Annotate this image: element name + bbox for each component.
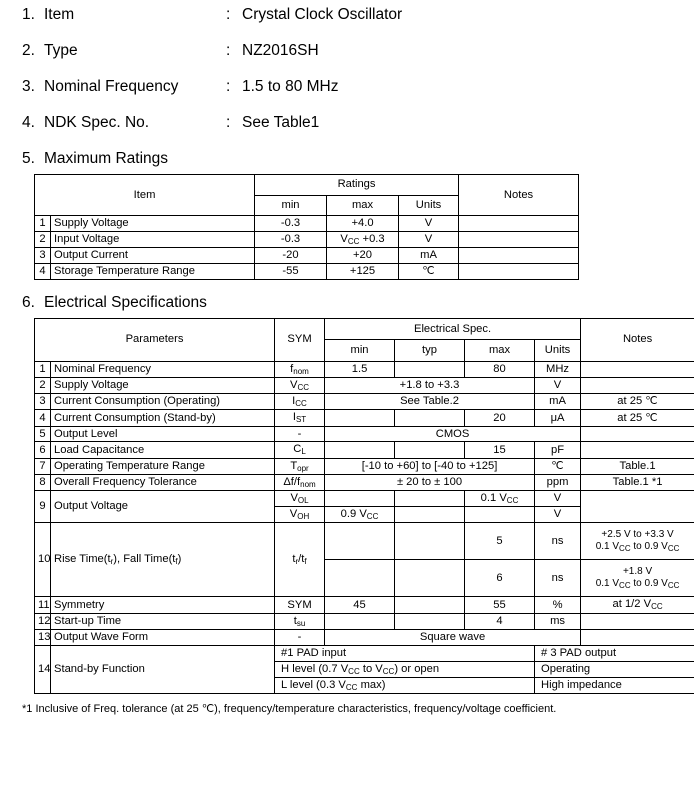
row-notes [581,629,694,645]
col-header-electrical-spec: Electrical Spec. [325,318,581,340]
header-item-value: 1.5 to 80 MHz [242,78,339,95]
row-sym [275,523,325,597]
row-parameter: Load Capacitance [51,442,275,458]
header-item-colon: : [226,42,231,59]
row-min: 45 [325,597,395,613]
standby-left-tail: ) or open [394,662,440,675]
row-units: V [535,507,581,523]
header-item-label: Type [44,42,78,59]
header-item-4 [10,114,684,132]
row-notes [581,442,694,458]
col-header-min: min [255,195,327,216]
table-row [35,613,694,629]
table-header-row [35,175,579,196]
row-min [325,491,395,507]
row-min [325,560,395,597]
row-item: Supply Voltage [51,216,255,232]
row-sym-text: T [290,459,298,472]
row-item: Output Current [51,248,255,264]
row-sym-text: V [289,508,298,521]
row-parameter-mid: ), Fall Time(t [113,553,176,566]
row-notes [581,597,694,613]
row-typ [395,597,465,613]
row-sym [275,361,325,377]
row-sym-mid: /t [298,553,305,566]
row-units: ns [535,560,581,597]
standby-left-cell: #1 PAD input [275,645,535,661]
standby-left-cell [275,661,535,677]
row-min [325,442,395,458]
row-notes-line2 [584,578,691,591]
footnote: *1 Inclusive of Freq. tolerance (at 25 ℃), frequency/temperature characteristics, frequency/voltage coefficient. [22,702,557,715]
row-notes-line2 [584,541,691,554]
row-sym [275,474,325,490]
row-notes [581,361,694,377]
col-header-notes: Notes [459,175,579,216]
row-max-text: V [340,232,348,245]
maximum-ratings-table [34,174,579,280]
row-parameter: Operating Temperature Range [51,458,275,474]
row-max-subscript: CC [347,236,360,246]
standby-left-text: H level (0.7 V [281,662,349,675]
row-units: ns [535,523,581,560]
row-min-text: 0.9 V [340,508,367,521]
row-sym [275,442,325,458]
row-max [465,507,535,523]
row-min: -0.3 [255,231,327,247]
table-row [35,458,694,474]
row-sym-subscript: opr [297,463,309,473]
table-row [35,378,694,394]
row-notes-subscript: CC [651,602,663,612]
row-sym [275,613,325,629]
row-min [325,523,395,560]
row-notes-line1: +2.5 V to +3.3 V [601,528,674,540]
row-units: V [399,231,459,247]
row-notes [581,523,694,560]
row-typ [395,507,465,523]
header-item-colon: : [226,6,231,23]
standby-left-sub2: CC [382,666,395,676]
col-header-units: Units [535,340,581,362]
row-sym: SYM [275,597,325,613]
row-parameter: Current Consumption (Operating) [51,394,275,410]
row-sym-text: V [290,492,298,504]
standby-left-mid: to V [359,662,383,675]
row-sym-subscript: nom [300,479,316,489]
header-item-value: NZ2016SH [242,42,319,59]
row-typ [395,560,465,597]
row-units: V [399,216,459,232]
row-sym-text: f [290,362,294,375]
row-notes-line2-tail: to 0.9 V [630,541,668,553]
row-index: 4 [35,263,51,279]
table-header-row [35,318,694,340]
row-notes-line2-text: 0.1 V [595,578,620,590]
row-sym-subscript: ST [295,415,307,425]
row-item: Storage Temperature Range [51,263,255,279]
row-index: 1 [35,361,51,377]
row-max: 80 [465,361,535,377]
row-spec-span: See Table.2 [325,394,535,410]
table-row [35,231,579,247]
table-row [35,645,694,661]
row-units: ℃ [535,458,581,474]
row-units: ms [535,613,581,629]
row-max-subscript: CC [506,496,519,505]
row-sym-sub1: r [295,557,299,567]
header-item-2 [10,42,684,60]
row-parameter: Current Consumption (Stand-by) [51,410,275,426]
row-sym [275,410,325,426]
header-item-number: 2. [22,42,35,59]
row-units: V [535,378,581,394]
col-header-max: max [327,195,399,216]
section-title-max-ratings [10,150,684,168]
row-notes-sub2: CC [667,544,680,554]
row-parameter: Output Level [51,426,275,442]
row-sym [275,507,325,523]
header-item-value: See Table1 [242,114,320,131]
row-parameter [51,523,275,597]
row-notes [459,263,579,279]
row-notes-text: at 1/2 V [612,598,652,611]
col-header-item: Item [35,175,255,216]
standby-right-cell: High impedance [535,677,694,693]
header-item-number: 4. [22,114,35,131]
table-row [35,629,694,645]
row-sym [275,491,325,507]
row-units: μA [535,410,581,426]
header-item-3 [10,78,684,96]
row-index: 12 [35,613,51,629]
row-units: pF [535,442,581,458]
header-item-number: 3. [22,78,35,95]
row-index: 4 [35,410,51,426]
section-number: 5. [22,150,35,167]
row-notes [581,613,694,629]
row-typ [395,410,465,426]
row-index: 13 [35,629,51,645]
row-notes-line2-text: 0.1 V [595,541,620,553]
row-max: 55 [465,597,535,613]
row-index: 6 [35,442,51,458]
row-typ [395,613,465,629]
row-parameter: Supply Voltage [51,378,275,394]
row-parameter: Overall Frequency Tolerance [51,474,275,490]
col-header-units: Units [399,195,459,216]
row-typ [395,442,465,458]
row-spec-span: [-10 to +60] to [-40 to +125] [325,458,535,474]
row-max: +20 [327,248,399,264]
row-index: 8 [35,474,51,490]
table-row [35,426,694,442]
row-sym [275,458,325,474]
standby-left-sub1: CC [345,682,358,692]
section-number: 6. [22,293,35,311]
table-row [35,523,694,560]
row-min [325,410,395,426]
row-notes-line1: +1.8 V [622,565,653,577]
row-index: 9 [35,491,51,523]
row-max: +4.0 [327,216,399,232]
row-index: 14 [35,645,51,693]
row-min: -20 [255,248,327,264]
row-index: 2 [35,231,51,247]
row-parameter-sub1: r [110,557,114,567]
section-title-electrical-specifications [10,294,684,312]
row-typ [395,361,465,377]
row-index: 7 [35,458,51,474]
row-sym-subscript: CC [297,383,310,392]
row-max: 6 [465,560,535,597]
standby-left-text: L level (0.3 V [281,678,346,691]
table-row [35,216,579,232]
row-notes-sub1: CC [619,544,631,554]
electrical-specifications-table [34,318,694,694]
row-sym [275,394,325,410]
standby-right-cell: # 3 PAD output [535,645,694,661]
standby-left-sub1: CC [348,666,360,676]
row-sym-text: I [292,411,296,424]
row-units: % [535,597,581,613]
col-header-sym: SYM [275,318,325,361]
row-item: Input Voltage [51,231,255,247]
standby-left-tail: max) [357,678,386,691]
row-notes: at 25 ℃ [581,394,694,410]
row-spec-span: CMOS [325,426,581,442]
row-notes: Table.1 *1 [581,474,694,490]
row-notes-sub1: CC [619,581,631,591]
row-notes-sub2: CC [667,581,680,591]
row-sym-sub2: f [304,557,307,567]
header-item-label: Item [44,6,75,23]
row-spec-span: +1.8 to +3.3 [325,378,535,394]
row-sym-text: V [290,379,298,391]
row-min [325,507,395,523]
row-sym [275,378,325,394]
row-index: 1 [35,216,51,232]
row-min: -55 [255,263,327,279]
col-header-parameters: Parameters [35,318,275,361]
row-max: 5 [465,523,535,560]
table-row [35,491,694,507]
header-item-1 [10,6,684,24]
header-item-number: 1. [22,6,35,23]
table-row [35,361,694,377]
row-sym: - [275,629,325,645]
row-parameter-tail: ) [177,553,182,566]
row-min: 1.5 [325,361,395,377]
section-label: Maximum Ratings [44,150,169,167]
row-sym-text: t [293,614,297,627]
table-row [35,474,694,490]
row-parameter: Start-up Time [51,613,275,629]
table-row [35,394,694,410]
row-parameter: Symmetry [51,597,275,613]
row-max-text: 0.1 V [480,492,507,504]
row-notes: Table.1 [581,458,694,474]
header-item-label: NDK Spec. No. [44,114,150,131]
row-sym: - [275,426,325,442]
row-notes [459,248,579,264]
row-index: 2 [35,378,51,394]
col-header-max: max [465,340,535,362]
row-parameter-text: Rise Time(t [54,553,111,566]
col-header-typ: typ [395,340,465,362]
row-typ [395,491,465,507]
table-row [35,263,579,279]
header-item-colon: : [226,78,231,95]
row-index: 3 [35,248,51,264]
col-header-ratings: Ratings [255,175,459,196]
row-max-tail: +0.3 [359,232,385,245]
header-item-list [10,6,684,132]
row-index: 5 [35,426,51,442]
row-sym-subscript: su [296,618,306,628]
table-row [35,442,694,458]
col-header-min: min [325,340,395,362]
section-label: Electrical Specifications [44,293,207,311]
row-units: V [535,491,581,507]
table-row [35,410,694,426]
row-spec-span: Square wave [325,629,581,645]
row-sym-text: I [292,395,296,408]
table-row [35,597,694,613]
row-parameter: Nominal Frequency [51,361,275,377]
row-notes [581,426,694,442]
row-sym-text: t [292,553,296,566]
row-units: mA [399,248,459,264]
row-units: MHz [535,361,581,377]
col-header-notes: Notes [581,318,694,361]
row-notes [581,491,694,523]
row-notes [459,231,579,247]
row-max [465,491,535,507]
row-sym-subscript: CC [295,399,307,409]
row-max [327,231,399,247]
row-min-subscript: CC [366,512,379,522]
row-max: 15 [465,442,535,458]
row-sym-subscript: nom [293,366,309,376]
row-spec-span: ± 20 to ± 100 [325,474,535,490]
row-parameter-sub2: f [175,557,178,567]
row-notes [459,216,579,232]
row-units: ppm [535,474,581,490]
row-sym-subscript: OL [297,496,309,505]
row-units: mA [535,394,581,410]
row-sym-subscript: L [301,447,306,457]
row-index: 3 [35,394,51,410]
row-sym-text: Δf/f [283,475,301,488]
row-max: 4 [465,613,535,629]
row-notes [581,560,694,597]
table-row [35,248,579,264]
row-sym-text: C [293,443,302,456]
row-min [325,613,395,629]
row-units: ℃ [399,263,459,279]
header-item-label: Nominal Frequency [44,78,179,95]
row-max: 20 [465,410,535,426]
row-parameter: Output Voltage [51,491,275,523]
row-max: +125 [327,263,399,279]
header-item-colon: : [226,114,231,131]
standby-left-cell [275,677,535,693]
row-notes: at 25 ℃ [581,410,694,426]
row-index: 11 [35,597,51,613]
row-typ [395,523,465,560]
standby-right-cell: Operating [535,661,694,677]
row-parameter: Stand-by Function [51,645,275,693]
header-item-value: Crystal Clock Oscillator [242,6,403,23]
row-notes [581,378,694,394]
row-parameter: Output Wave Form [51,629,275,645]
row-notes-line2-tail: to 0.9 V [630,578,668,590]
row-index: 10 [35,523,51,597]
row-min: -0.3 [255,216,327,232]
row-sym-subscript: OH [297,512,310,522]
